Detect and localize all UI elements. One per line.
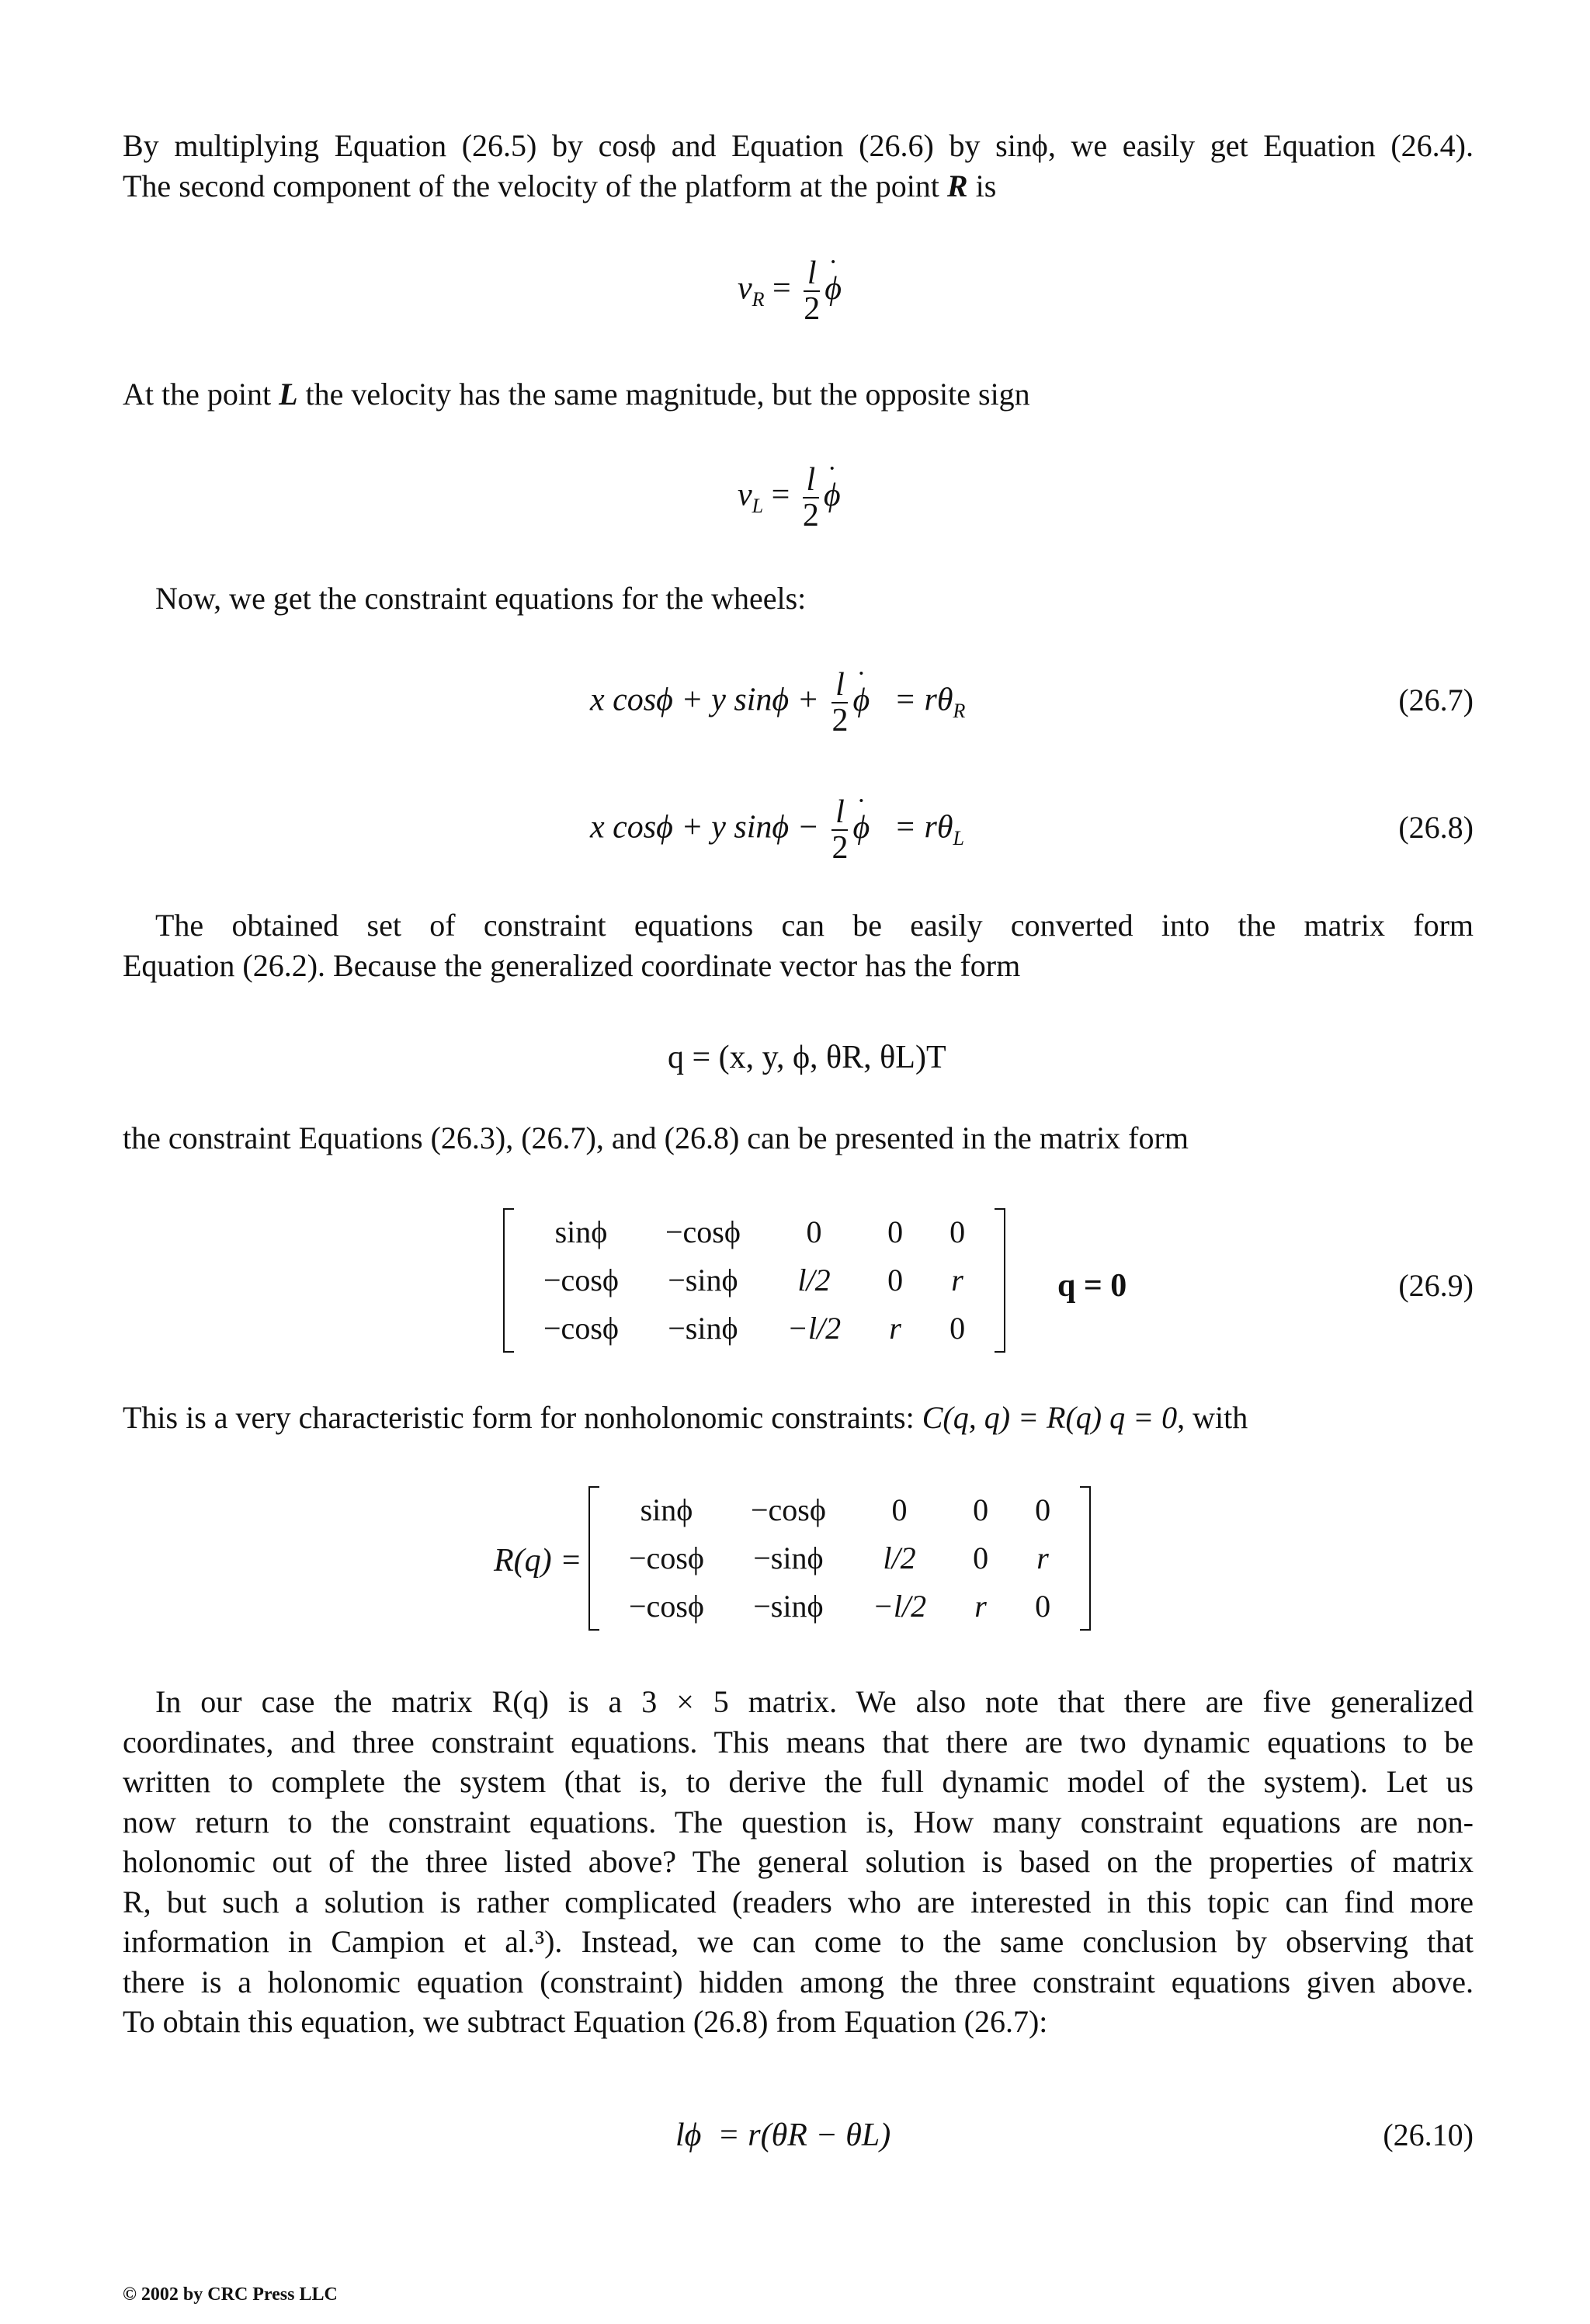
matrix-cell: −l/2: [786, 1311, 842, 1346]
point-r: R: [946, 168, 968, 203]
point-l: L: [279, 377, 298, 412]
matrix-cell: r: [889, 1311, 901, 1346]
paragraph-6: [123, 1398, 1474, 1438]
matrix-left-bracket: [503, 1208, 514, 1353]
paragraph-7-line: now return to the constraint equations. The question is, How many constraint equations are non-: [123, 1804, 1474, 1839]
matrix-Rq-right-bracket: [1080, 1486, 1091, 1631]
matrix-cell: r: [1036, 1541, 1049, 1575]
matrix-cell: r: [951, 1263, 963, 1297]
matrix-cell: sinϕ: [554, 1214, 608, 1249]
matrix-Rq: [588, 1486, 1091, 1631]
eq267-num: l: [831, 668, 848, 703]
matrix-cell: −l/2: [872, 1589, 927, 1624]
matrix-cell: l/2: [883, 1541, 916, 1575]
vR-rhs: ˙ ϕ: [825, 269, 842, 309]
matrix-cell: 0: [973, 1541, 989, 1575]
matrix-cell: 0: [1035, 1492, 1051, 1527]
equation-number-26-10: (26.10): [1383, 2117, 1474, 2152]
matrix-cell: 0: [973, 1492, 989, 1527]
matrix-cell: 0: [887, 1214, 904, 1249]
equation-q-vector: q = (x, y, ϕ, θR, θL)T: [668, 1040, 946, 1075]
paragraph-3: Now, we get the constraint equations for the wheels:: [155, 581, 807, 616]
copyright-footer: © 2002 by CRC Press LLC: [123, 2284, 338, 2305]
equation-number-26-8: (26.8): [1398, 810, 1474, 845]
paragraph-7-line: To obtain this equation, we subtract Equation (26.8) from Equation (26.7):: [123, 2004, 1048, 2039]
matrix-row: [606, 1486, 1074, 1534]
p1-tail: is: [975, 168, 997, 203]
equation-C: C(q, q) = R(q) q = 0: [922, 1400, 1178, 1435]
eq268-rsub: L: [953, 827, 964, 850]
matrix-cell: 0: [949, 1311, 966, 1346]
vR-den: 2: [804, 291, 821, 327]
eq267-rhs: = rθ: [894, 682, 953, 718]
eq267-lhs: x cosϕ + y sinϕ +: [590, 682, 819, 718]
eq268-rhs: = rθ: [894, 809, 953, 846]
matrix-cell: 0: [887, 1263, 904, 1297]
eq267-fraction: [831, 668, 848, 738]
p2-pre: At the point: [123, 377, 272, 412]
equation-number-26-9: (26.9): [1398, 1268, 1474, 1303]
matrix-cell: 0: [1035, 1589, 1051, 1624]
matrix-cell: −cosϕ: [543, 1263, 619, 1297]
p1-text: The second component of the velocity of the platform at the point: [123, 168, 939, 203]
matrix-cell: −cosϕ: [629, 1541, 704, 1575]
paragraph-1-line-1: By multiplying Equation (26.5) by cosϕ and Equation (26.6) by sinϕ, we easily get Equation (26.4).: [123, 128, 1474, 163]
matrix-right-bracket: [995, 1208, 1005, 1353]
paragraph-1-line-2: [123, 166, 1474, 207]
matrix-cell: 0: [806, 1214, 822, 1249]
matrix-cell: −sinϕ: [753, 1589, 824, 1624]
eq268-lhs: x cosϕ + y sinϕ −: [590, 809, 819, 846]
eq268-mid: ˙ ϕ: [852, 808, 870, 848]
vL-den: 2: [802, 498, 819, 533]
equation-26-7: [590, 668, 965, 738]
matrix-cell: 0: [949, 1214, 966, 1249]
matrix-row: [606, 1582, 1074, 1631]
equation-26-8: [590, 795, 964, 865]
matrix-cell: 0: [891, 1492, 908, 1527]
matrix-cell: −sinϕ: [668, 1263, 738, 1297]
eq267-mid: ˙ ϕ: [852, 680, 870, 721]
matrix-26-9: [503, 1208, 1005, 1353]
eq268-fraction: [831, 795, 848, 865]
paragraph-7-line: there is a holonomic equation (constraint) hidden among the three constraint equations given above.: [123, 1964, 1474, 1999]
matrix-cell: l/2: [797, 1263, 831, 1297]
matrix-row: [520, 1304, 988, 1353]
matrix-cell: −cosϕ: [629, 1589, 704, 1624]
matrix-26-9-table: [520, 1208, 988, 1353]
matrix-cell: −cosϕ: [665, 1214, 741, 1249]
vR-fraction: [804, 256, 820, 326]
vL-lhs: v: [738, 477, 752, 513]
paragraph-7-line: In our case the matrix R(q) is a 3 × 5 matrix. We also note that there are five generalized: [155, 1684, 1474, 1719]
eq268-num: l: [831, 795, 848, 831]
paragraph-5: the constraint Equations (26.3), (26.7), and (26.8) can be presented in the matrix form: [123, 1120, 1189, 1155]
eq268-den: 2: [831, 830, 849, 866]
paragraph-7-line: R, but such a solution is rather complicated (readers who are interested in this topic can find more: [123, 1884, 1474, 1919]
vL-rhs: ˙ ϕ: [824, 475, 841, 516]
equation-number-26-7: (26.7): [1398, 683, 1474, 717]
matrix-row: [520, 1208, 988, 1256]
paragraph-7-line: coordinates, and three constraint equations. This means that there are two dynamic equations to be: [123, 1724, 1474, 1760]
matrix-Rq-left-bracket: [588, 1486, 599, 1631]
matrix-row: [520, 1256, 988, 1304]
p6-post: , with: [1177, 1400, 1248, 1435]
vR-lhs: v: [738, 270, 752, 307]
vL-sub: L: [752, 495, 764, 518]
equation-26-9-rhs: q = 0: [1057, 1268, 1127, 1304]
p2-post: the velocity has the same magnitude, but the opposite sign: [305, 377, 1030, 412]
matrix-Rq-table: [606, 1486, 1074, 1631]
eq267-den: 2: [831, 703, 849, 738]
matrix-cell: r: [974, 1589, 987, 1624]
paragraph-7-line: written to complete the system (that is, to derive the full dynamic model of the system). Let us: [123, 1764, 1474, 1799]
paragraph-2: [123, 374, 1474, 415]
matrix-cell: −cosϕ: [543, 1311, 619, 1346]
eq267-rsub: R: [953, 700, 966, 723]
paragraph-7-line: information in Campion et al.³). Instead, we can come to the same conclusion by observing that: [123, 1924, 1474, 1959]
vL-fraction: [803, 463, 819, 533]
vR-num: l: [804, 256, 820, 292]
paragraph-4-line-1: The obtained set of constraint equations can be easily converted into the matrix form: [155, 908, 1474, 943]
equation-26-10: [675, 2115, 890, 2156]
matrix-cell: −sinϕ: [753, 1541, 824, 1575]
vR-sub: R: [752, 288, 765, 311]
eq2610-rhs: = r(θR − θL): [717, 2117, 891, 2153]
vL-num: l: [803, 463, 819, 498]
matrix-cell: sinϕ: [640, 1492, 693, 1527]
equation-vR: $v_R$ = $\frac{l}{2}$ ˙ ϕ: [738, 256, 842, 326]
p6-pre: This is a very characteristic form for nonholonomic constraints:: [123, 1400, 915, 1435]
matrix-cell: −sinϕ: [668, 1311, 738, 1346]
equation-Rq-label: R(q) =: [494, 1543, 582, 1579]
eq2610-lhs: lϕ: [675, 2117, 702, 2153]
matrix-row: [606, 1534, 1074, 1582]
paragraph-4-line-2: Equation (26.2). Because the generalized coordinate vector has the form: [123, 948, 1021, 983]
paragraph-7-line: holonomic out of the three listed above? The general solution is based on the properties of matrix: [123, 1844, 1474, 1879]
matrix-cell: −cosϕ: [750, 1492, 826, 1527]
equation-vL: $v_L$ = $\frac{l}{2}$ ˙ ϕ: [738, 463, 841, 533]
